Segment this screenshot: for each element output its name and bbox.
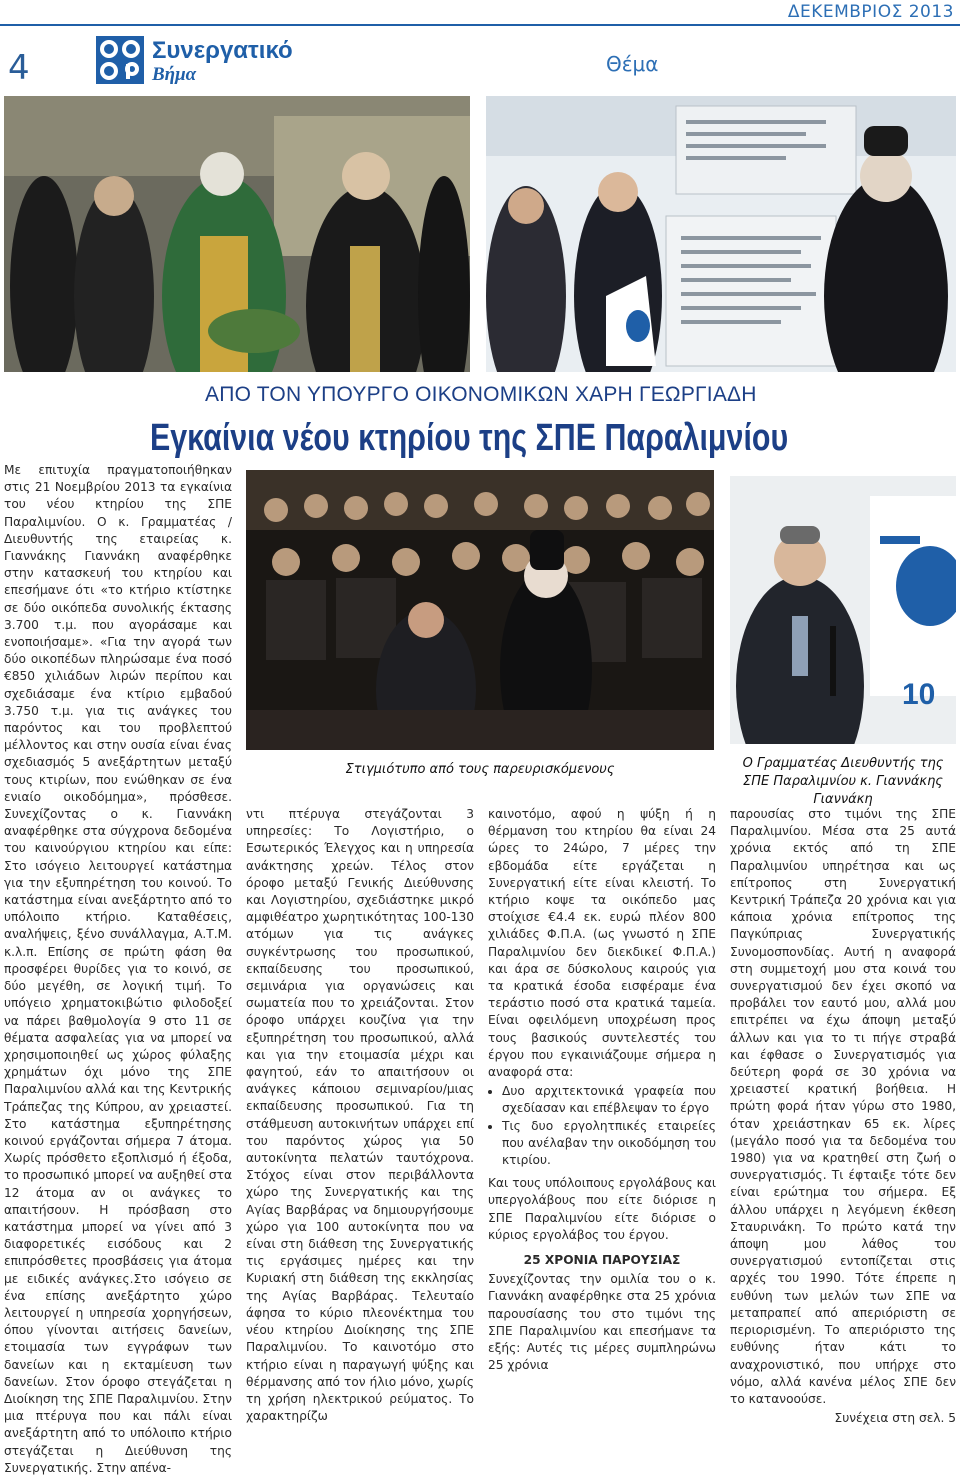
column-3-outro: Συνεχίζοντας την ομιλία του ο κ. Γιαννάκη αναφέρθηκε στα 25 χρόνια παρουσίασης του στο τιμόνι της ΣΠΕ Παραλιμνίου και επεσήμανε τα εξής: Αυτές τις μέρες συμπληρώνω 25 χρόνια [488, 1272, 716, 1373]
svg-text:Συνεργατικό: Συνεργατικό [152, 37, 293, 64]
svg-text:10: 10 [902, 678, 936, 711]
list-item: • Δυο αρχιτεκτονικά γραφεία που σχεδίασαν και επέβλεψαν το έργο [502, 1083, 716, 1117]
coop-logo-icon [96, 32, 316, 88]
column-2-text: ντι πτέρυγα στεγάζονται 3 υπηρεσίες: Το Λογιστήριο, ο Εσωτερικός Έλεγχος και η υπηρεσία ανάκτησης χρεών. Τέλος στον όροφο μεταξύ Γενικής Διεύθυνσης και Λογιστηρίου, σχεδιάστηκε μικρό αμφιθέατρο χωρητικότητας 100-130 ατόμων για τις ανάγκες συγκέντρωσης του προσωπικού, εκπαίδευσης του προσωπικού, σεμινάρια για οργανώσεις και σωματεία που το χρειάζονται. Στον όροφο υπάρχει κουζίνα για την εξυπηρέτηση του προσωπικού, αλλά και για την ετοιμασία μέχρι και φαγητού, εάν το απαιτήσουν οι ανάγκες κάποιου σεμιναρίου/μιας εκπαίδευσης προσωπικού. Για τη στάθμευση αυτοκινήτων υπάρχει επί του παρόντος χώρος για 50 αυτοκίνητα πελατών ταυτόχρονα. Στόχος είναι στον περιβάλλοντα χώρο της Συνεργατικής και της Αγίας Βαρβάρας να δημιουργήσουμε χώρο για 100 αυτοκίνητα που να είναι στη διάθεση της Συνεργατικής τις εργάσιμες ημέρες και την Κυριακή στη διάθεση της εκκλησίας της Αγίας Βαρβάρας. Τελευταίο άφησα το κύριο πλεονέκτημα του νέου κτηρίου Διοίκησης της ΣΠΕ Παραλιμνίου. Το καινοτόμο στο κτήριο είναι η παραγωγή ψύξης και θέρμανσης από τον ήλιο μόνο, χωρίς τη χρήση ηλεκτρικού ρεύματος. Το χαρακτηρίζω [246, 807, 474, 1424]
article-column-1 [4, 462, 232, 1477]
page-number: 4 [8, 48, 30, 88]
column-3-intro: καινοτόμο, αφού η ψύξη ή η θέρμανση του κτηρίου θα είναι 24 ώρες το 24ώρο, 7 μέρες την εβδομάδα είτε εργάζεται η Συνεργατική είτε είναι κλειστή. Το κτήριο κοψε τα οικόπεδο μας στοίχισε €4.4 εκ. ευρώ πλέον 800 χιλιάδες Φ.Π.Α. (ως γνωστό η ΣΠΕ Παραλιμνίου δεν διεκδικεί Φ.Π.Α.) και άρα σε δύσκολους καιρούς για τα κρατικά έσοδα εισφέραμε ένα τεράστιο ποσό στα κρατικά ταμεία. Είναι οφειλόμενη υποχρέωση προς τους βασικούς συντελεστές του έργου που εγκαινιάζουμε σήμερα η αναφορά στα: [488, 807, 716, 1080]
photo-plaque-unveiling [486, 96, 956, 372]
article-column-4 [730, 806, 956, 1427]
subheading-25-years: 25 ΧΡΟΝΙΑ ΠΑΡΟΥΣΙΑΣ [523, 1253, 681, 1268]
column-3-after-list: Και τους υπόλοιπους εργολάβους και υπεργολάβους που είτε διόρισε η ΣΠΕ Παραλιμνίου είτε διόρισε ο κύριος εργολάβος του έργου. [488, 1176, 716, 1242]
article-headline: Εγκαίνια νέου κτηρίου της ΣΠΕ Παραλιμνίου [150, 417, 789, 459]
article-kicker: ΑΠΟ ΤΟΝ ΥΠΟΥΡΓΟ ΟΙΚΟΝΟΜΙΚΩΝ ΧΑΡΗ ΓΕΩΡΓΙΑΔΗ [205, 383, 757, 406]
caption-secretary: Ο Γραμματέας Διευθυντής της ΣΠΕ Παραλιμνίου κ. Γιαννάκης Γιαννάκη [742, 756, 944, 807]
article-column-2 [246, 806, 474, 1425]
photo-blessing-ceremony [4, 96, 470, 372]
header-rule [0, 24, 960, 26]
column-1-text: Με επιτυχία πραγματοποιήθηκαν στις 21 Νοεμβρίου 2013 τα εγκαίνια του νέου κτηρίου της ΣΠΕ Παραλιμνίου. Ο κ. Γραμματέας / Διευθυντής της εταιρείας κ. Γιαννάκης Γιαννάκη αναφέρθηκε στην κατασκευή του κτηρίου και επεσήμανε ότι «το κτήριο κτίστηκε σε δύο οικόπεδα συνολικής έκτασης 3.700 τ.μ. που αγοράσαμε και ενοποιήσαμε». «Για την αγορά των δύο οικοπέδων πληρώσαμε ένα ποσό €850 χιλιάδων λιρών περίπου και σχεδιάσαμε ένα κτίριο εμβαδού 3.750 τ.μ. για τις ανάγκες του παρόντος και του προβλεπτού μέλλοντος και στην ουσία είναι ένας σχεδιασμός 5 ανεξάρτητων μεταξύ τους κτιρίων, που ενώθηκαν σε ένα ενιαίο οικοδόμημα», πρόσθεσε. Συνεχίζοντας ο κ. Γιαννάκη αναφέρθηκε στα σύγχρονα δεδομένα του καινούργιου κτηρίου και είπε: Στο ισόγειο λειτουργεί κατάστημα για την εξυπηρέτηση του κοινού. Το κατάστημα είναι ανεξάρτητο από το υπόλοιπο κτήριο. Καταθέσεις, αναλήψεις, ξένο συνάλλαγμα, Α.Τ.Μ. κ.λ.π. Επίσης σε πρώτη φάση θα προσφέρει θυρίδες για το κοινό, σε δύο μεγέθη, σε λογική τιμή. Το υπόγειο χρηματοκιβώτιο φιλοδοξεί να πάρει βαθμολογία 9 στο 11 σε θέματα ασφαλείας για να μπορεί να χρησιμοποιηθεί ως χώρος φύλαξης χρημάτων όχι μόνο της ΣΠΕ Παραλιμνίου αλλά και της Κεντρικής Τράπεζας της Κύπρου, αν χρειαστεί. Στο κατάστημα εξυπηρέτησης κοινού εργάζονται σήμερα 7 άτομα. Χωρίς πρόσθετο εξοπλισμό ή έξοδα, το προσωπικό μπορεί να αυξηθεί στα 12 άτομα αν οι ανάγκες το απαιτήσουν. Η πρόσβαση στο κατάστημα μπορεί να γίνει από 3 διαφορετικές εισόδους και 2 επιπρόσθετες προσβάσεις για άτομα με ειδικές ανάγκες.Στο ισόγειο σε ένα επίσης ανεξάρτητο χώρο λειτουργεί η υπηρεσία χορηγήσεων, όπου γίνονται αιτήσεις δανείων, ετοιμασία των εγγράφων των δανείων και η εκταμίευση των δανείων. Στον όροφο στεγάζεται η Διοίκηση της ΣΠΕ Παραλιμνίου. Στην μια πτέρυγα που και πάλι είναι ανεξάρτητη από το υπόλοιπο κτήριο στεγάζεται η Διεύθυνση της Συνεργατικής. Στην απένα- [4, 463, 232, 1475]
photo-audience [246, 470, 714, 750]
svg-text:Βήμα: Βήμα [152, 64, 197, 85]
column-4-text: παρουσίας στο τιμόνι της ΣΠΕ Παραλιμνίου. Μέσα στα 25 αυτά χρόνια εκτός από τη ΣΠΕ Παραλιμνίου υπηρέτησα και ως επίτροπος στη Συνεργατική Κεντρική Τράπεζα 20 χρόνια και για κάποια χρόνια επίτροπος της Παγκύπριας Συνεργατικής Συνομοσπονδίας. Αυτή η αναφορά στη συμμετοχή μου στα κοινά του συνεργατισμού δεν έχει σκοπό να προβάλει τον εαυτό μου, αλλά μου επιτρέπει να έχω άποψη μεταξύ άλλων και για το τι πήγε στραβά και έφθασε ο Συνεργατισμός για δεύτερη φορά σε 30 χρόνια να χρειαστεί κρατική βοήθεια. Η πρώτη φορά ήταν γύρω στο 1980, όταν χρειάστηκαν 65 εκ. λίρες (μεγάλο ποσό για τα δεδομένα του 1980) για να κρατηθεί στη ζωή ο συνεργατισμός. Τι έφταιξε τότε δεν είναι ερώτημα του σήμερα. Εξ άλλου υπάρχει η λεγόμενη έκθεση Σταυρινάκη. Το πρώτο κατά την άποψη μου λάθος του συνεργατισμού εντοπίζεται στις αρχές του 1990. Τότε έπρεπε η ευθύνη των μελών των ΣΠΕ να μεταπραπεί από απεριόριστη σε περιορισμένη. Το απεριόριστο της ευθύνης ήταν κάτι το αναχρονιστικό, που υπήρχε στο νόμο, αλλά κανένα μέλος ΣΠΕ δεν το κατανοούσε. [730, 807, 956, 1406]
contributors-list [488, 1083, 716, 1169]
issue-date: ΔΕΚΕΜΒΡΙΟΣ 2013 [787, 2, 954, 22]
photo-secretary [730, 476, 956, 744]
caption-audience: Στιγμιότυπο από τους παρευρισκόμενους [345, 762, 615, 777]
list-item: • Τις δυο εργολητπικές εταιρείες που ανέλαβαν την οικοδόμηση του κτιρίου. [502, 1118, 716, 1170]
article-column-3 [488, 806, 716, 1375]
section-title: Θέμα [606, 52, 659, 76]
publication-logo [96, 32, 316, 88]
continued-note: Συνέχεια στη σελ. 5 [834, 1411, 956, 1426]
